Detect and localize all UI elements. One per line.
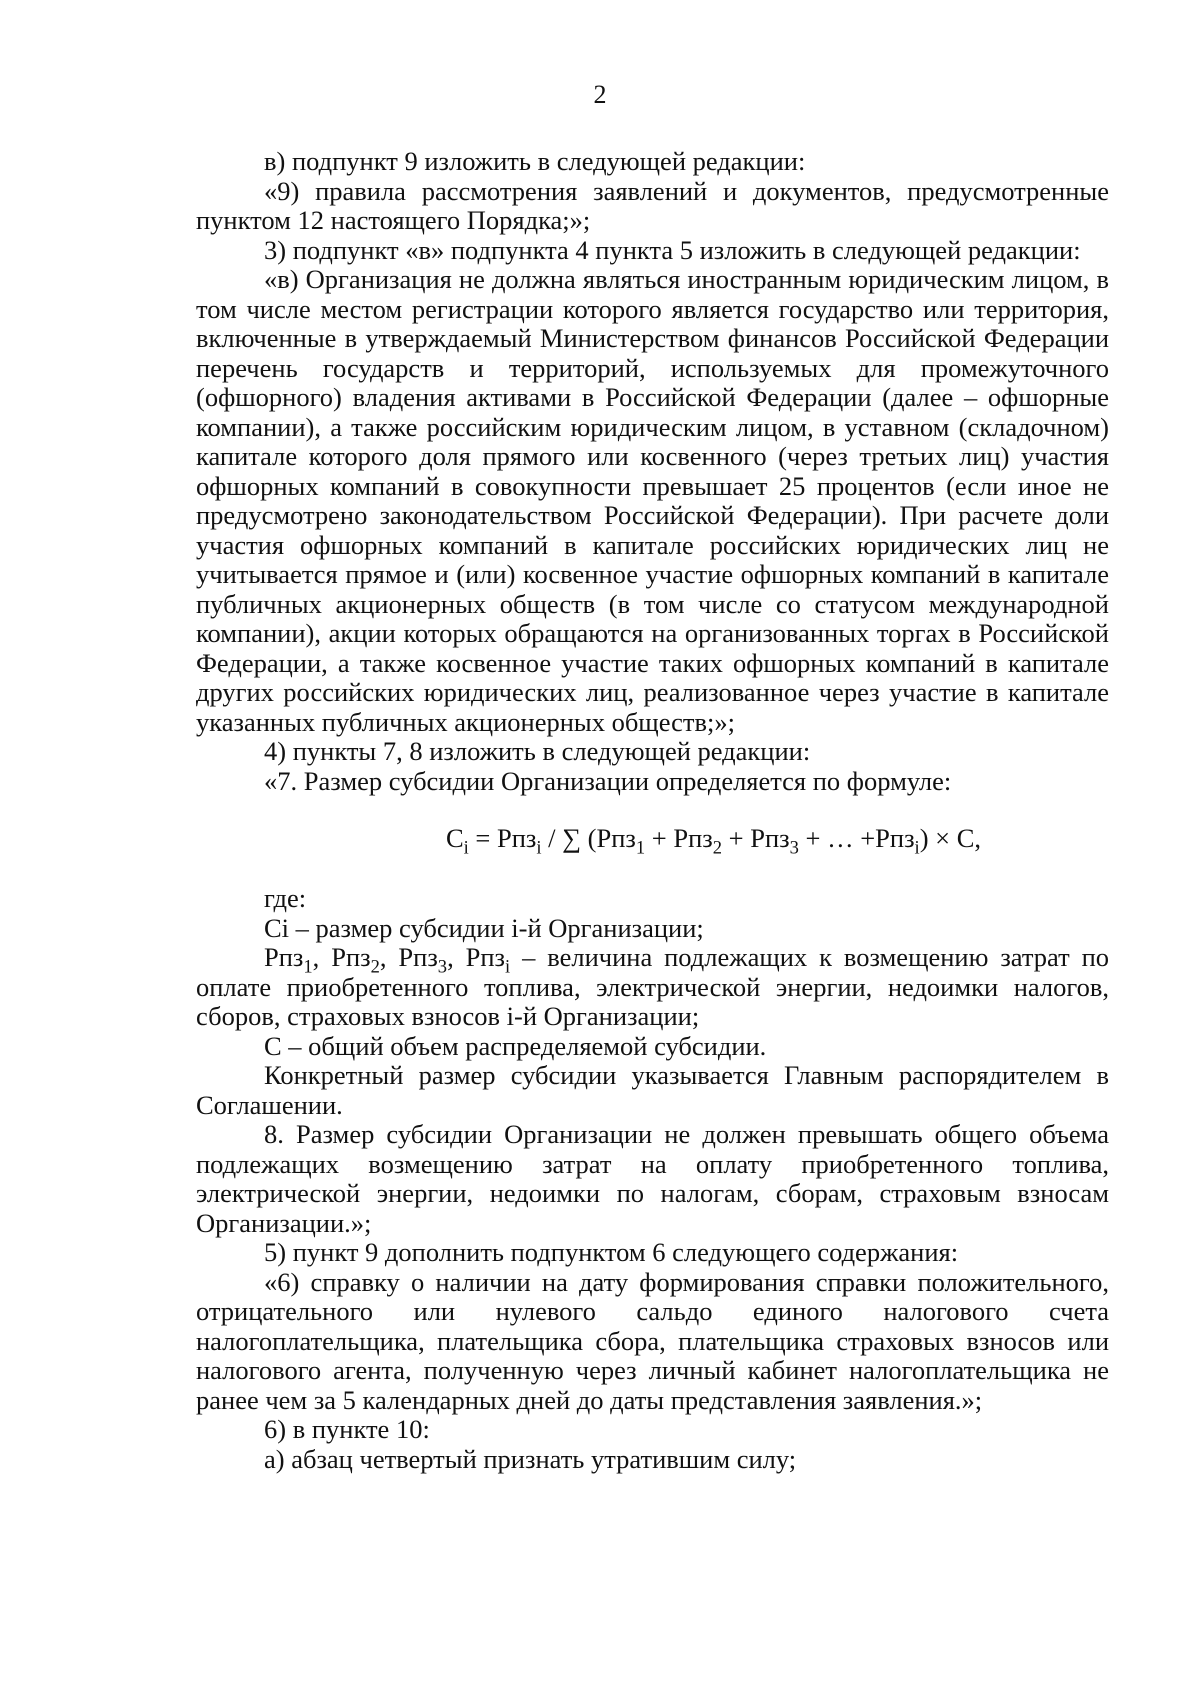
paragraph-5: 4) пункты 7, 8 изложить в следующей редакции: xyxy=(264,736,811,766)
ci-definition: Ci – размер субсидии i-й Организации; xyxy=(264,912,704,943)
paragraph-c-definition: C – общий объем распределяемой субсидии. xyxy=(264,1030,767,1061)
paragraph-2: «9) правила рассмотрения заявлений и документов, предусмотренные пунктом 12 настоящего Порядка;»; xyxy=(196,175,1109,235)
where-label: где: xyxy=(264,883,307,913)
page-number: 2 xyxy=(593,80,607,109)
subsidy-formula: $C_i = Рпз_i$ / ∑ (Рпз$_1$ + Рпз$_2$ + Рпз$_3$ + … +Рпз$_i$) × C, xyxy=(445,823,982,859)
paragraph-point-9: 5) пункт 9 дополнить подпунктом 6 следующего содержания: xyxy=(264,1237,959,1267)
paragraph-subpoint-6: «6) справку о наличии на дату формирования справки положительного, отрицательного или нулевого сальдо единого налогового счета налогоплательщика, плательщика сбора, плательщика страховых взносов или налогового агента, полученную через личный кабинет налогоплательщика не ранее чем за 5 календарных дней до даты представления заявления.»; xyxy=(196,1266,1109,1415)
paragraph-point-10: 6) в пункте 10: xyxy=(264,1414,430,1444)
paragraph-subpoint-a: а) абзац четвертый признать утратившим силу; xyxy=(264,1443,797,1474)
document-body xyxy=(196,147,1109,1474)
paragraph-point-8: 8. Размер субсидии Организации не должен превышать общего объема подлежащих возмещению затрат на оплату приобретенного топлива, электрической энергии, недоимки по налогам, сборам, страховым взносам Организации.»; xyxy=(196,1119,1109,1238)
paragraph-6: «7. Размер субсидии Организации определяется по формуле: xyxy=(264,765,952,796)
paragraph-4: «в) Организация не должна являться иностранным юридическим лицом, в том числе местом регистрации которого является государство или территория, включенные в утверждаемый Министерством финансов Российской Федерации перечень государств и территорий, используемых для промежуточного (офшорного) владения активами в Российской Федерации (далее – офшорные компании), а также российским юридическим лицом, в уставном (складочном) капитале которого доля прямого или косвенного (через третьих лиц) участия офшорных компаний в совокупности превышает 25 процентов (если иное не предусмотрено законодательством Российской Федерации). При расчете доли участия офшорных компаний в капитале российских юридических лиц не учитывается прямое и (или) косвенное участие офшорных компаний в капитале публичных акционерных обществ (в том числе со статусом международной компании), акции которых обращаются на организованных торгах в Российской Федерации, а также косвенное участие таких офшорных компаний в капитале других российских юридических лиц, реализованное через участие в капитале указанных публичных акционерных обществ;»; xyxy=(196,264,1109,737)
paragraph-3: 3) подпункт «в» подпункта 4 пункта 5 изложить в следующей редакции: xyxy=(264,234,1081,265)
paragraph-1: в) подпункт 9 изложить в следующей редакции: xyxy=(264,146,806,176)
paragraph-specific-size: Конкретный размер субсидии указывается Главным распорядителем в Соглашении. xyxy=(196,1060,1109,1120)
rpz-definition: Рпз$_1$, Рпз$_2$, Рпз$_3$, Рпз$_i$ – величина подлежащих к возмещению затрат по оплате приобретенного топлива, электрической энергии, недоимки налогов, сборов, страховых взносов i-й Организации; xyxy=(196,942,1110,1031)
